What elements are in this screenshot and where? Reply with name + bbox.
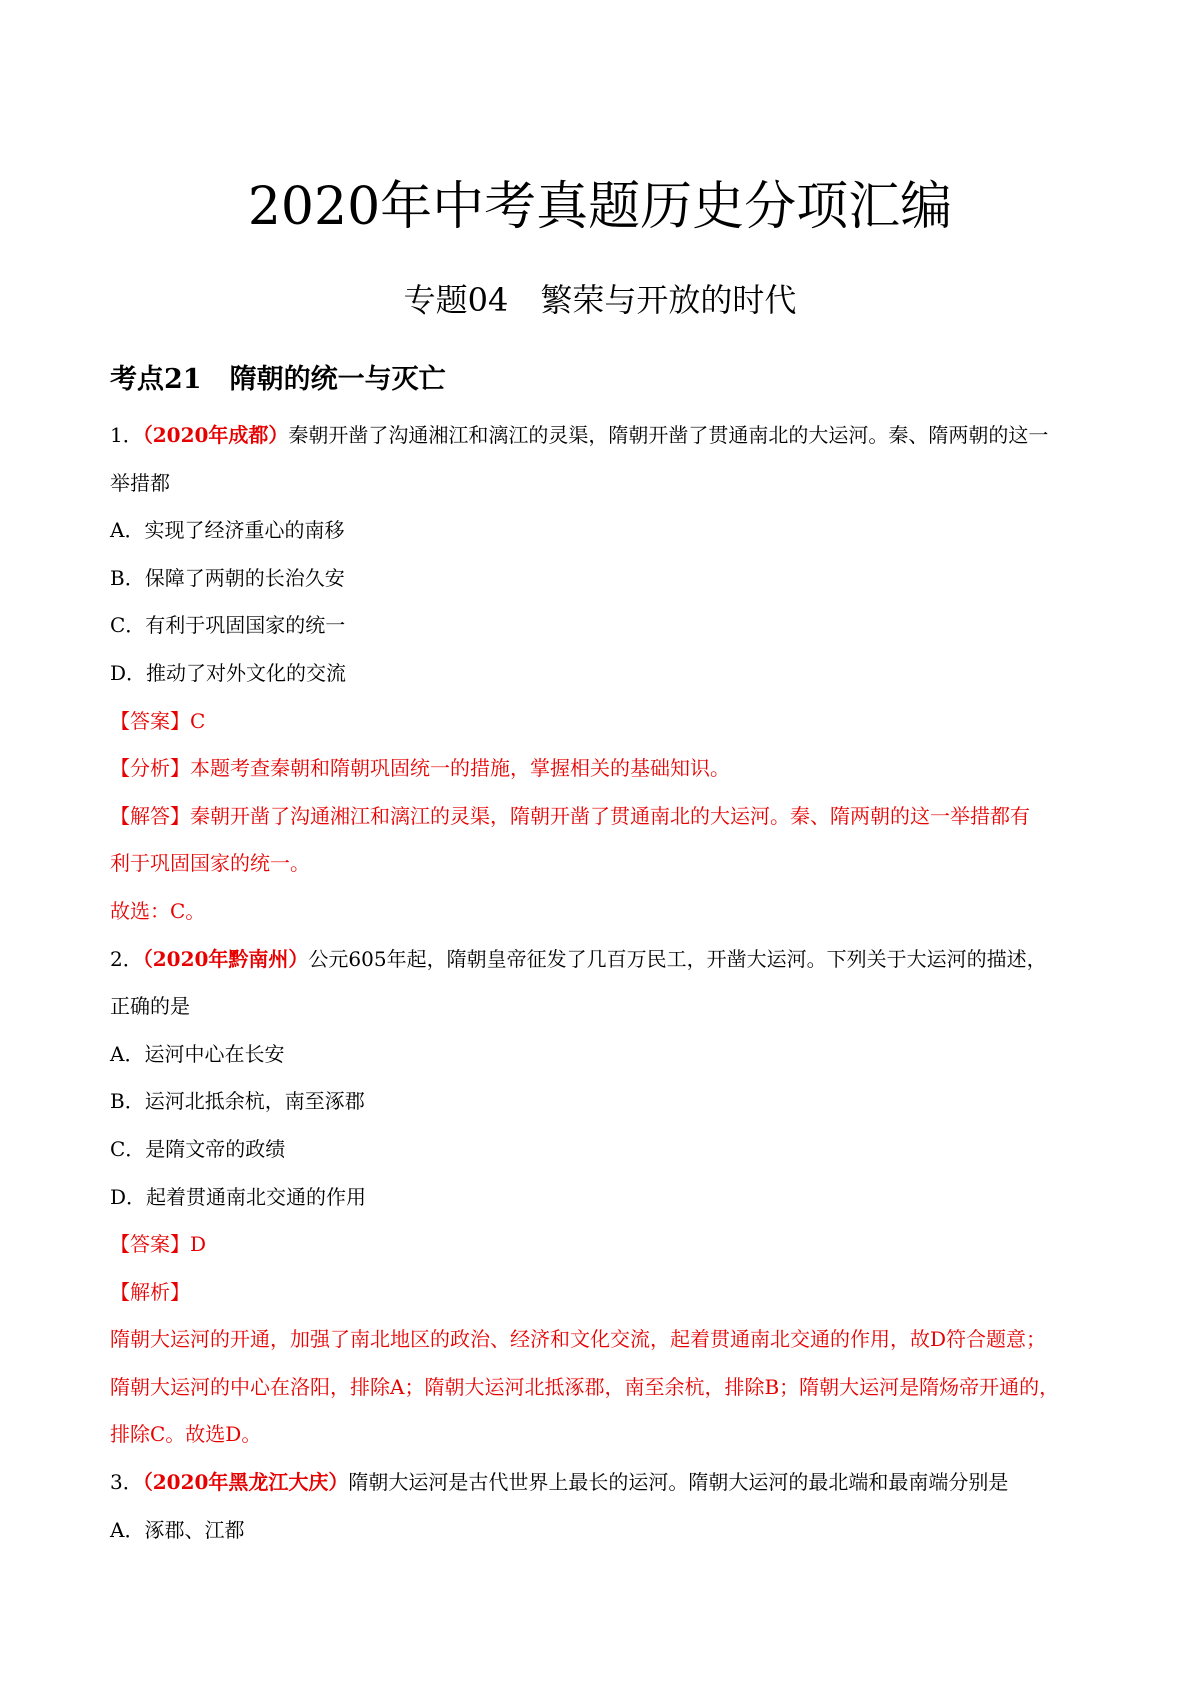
- option-b: B．运河北抵余杭，南至涿郡: [110, 1089, 365, 1114]
- explanation-line-1: 隋朝大运河的开通，加强了南北地区的政治、经济和文化交流，起着贯通南北交通的作用，故D符合题意；: [110, 1327, 1047, 1352]
- option-d: D．起着贯通南北交通的作用: [110, 1184, 367, 1209]
- question-list: [110, 412, 1100, 1554]
- option-c: C．有利于巩固国家的统一: [110, 613, 346, 638]
- option-d: D．推动了对外文化的交流: [110, 660, 347, 685]
- option-a: A．实现了经济重心的南移: [110, 518, 345, 543]
- document-title: 2020年中考真题历史分项汇编: [247, 177, 953, 237]
- answer: 【答案】D: [110, 1232, 207, 1257]
- final-choice: 故选：C。: [110, 898, 206, 923]
- option-a: A．运河中心在长安: [110, 1041, 285, 1066]
- question-stem: 2．（2020年黔南州）公元605年起，隋朝皇帝征发了几百万民工，开凿大运河。下列关于大运河的描述，: [110, 946, 1047, 971]
- explanation-label: 【解析】: [110, 1279, 190, 1304]
- explanation-line-3: 排除C。故选D。: [110, 1422, 262, 1447]
- question-stem: 1．（2020年成都）秦朝开凿了沟通湘江和漓江的灵渠，隋朝开凿了贯通南北的大运河。秦、隋两朝的这一: [110, 423, 1049, 447]
- document-subtitle: 专题04 繁荣与开放的时代: [403, 281, 797, 319]
- question-2: [110, 936, 1100, 1460]
- option-a: A．涿郡、江都: [110, 1517, 245, 1542]
- answer: 【答案】C: [110, 708, 206, 733]
- question-3: [110, 1459, 1100, 1554]
- section-heading: [110, 360, 446, 400]
- solution-continued: 利于巩固国家的统一。: [110, 851, 310, 876]
- question-source: （2020年黑龙江大庆）: [142, 1470, 349, 1495]
- question-source: （2020年成都）: [142, 423, 289, 447]
- question-stem-continued: 举措都: [110, 470, 170, 495]
- question-stem: 3．（2020年黑龙江大庆）隋朝大运河是古代世界上最长的运河。隋朝大运河的最北端和最南端分别是: [110, 1470, 1009, 1495]
- option-c: C．是隋文帝的政绩: [110, 1136, 286, 1161]
- option-b: B．保障了两朝的长治久安: [110, 565, 345, 590]
- section-label: 考点21: [110, 364, 202, 395]
- question-1: [110, 412, 1100, 936]
- analysis: 【分析】本题考查秦朝和隋朝巩固统一的措施，掌握相关的基础知识。: [110, 756, 730, 781]
- explanation-line-2: 隋朝大运河的中心在洛阳，排除A；隋朝大运河北抵涿郡，南至余杭，排除B；隋朝大运河是隋炀帝开通的，: [110, 1374, 1060, 1399]
- section-name: 隋朝的统一与灭亡: [229, 364, 446, 395]
- question-stem-continued: 正确的是: [110, 994, 190, 1019]
- question-source: （2020年黔南州）: [142, 946, 309, 971]
- solution: 【解答】秦朝开凿了沟通湘江和漓江的灵渠，隋朝开凿了贯通南北的大运河。秦、隋两朝的这一举措都有: [110, 803, 1030, 828]
